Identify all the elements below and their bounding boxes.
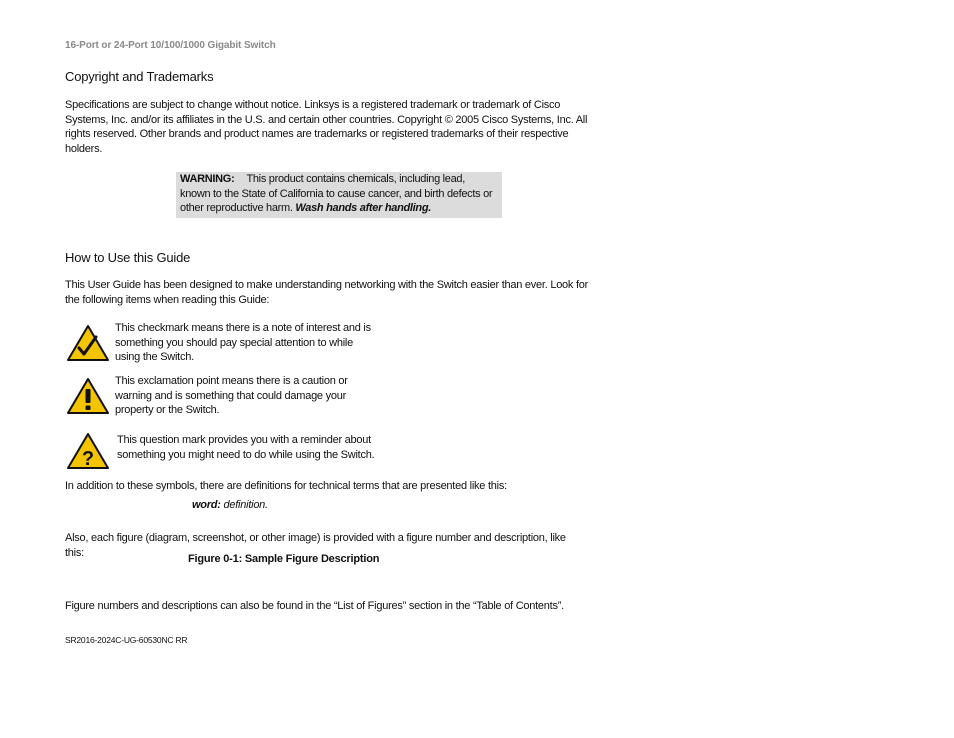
exclamation-icon xyxy=(66,377,110,415)
warning-label: WARNING: xyxy=(180,173,235,185)
question-item xyxy=(66,432,110,475)
checkmark-icon xyxy=(66,324,110,362)
term-example xyxy=(192,498,268,513)
svg-text:?: ? xyxy=(81,448,95,470)
copyright-heading: Copyright and Trademarks xyxy=(65,69,214,84)
copyright-paragraph: Specifications are subject to change without notice. Linksys is a registered trademark or trademark of Cisco Systems, Inc. and/or its affiliates in the U.S. and certain other countries. Copyright © 2005 Cisco Systems, Inc. All rights reserved. Other brands and product names are trademarks or registered trademarks of their respective holders. xyxy=(65,99,588,155)
warning-text: This product contains chemicals, including lead, known to the State of California to cause cancer, and birth defects or other reproductive harm. xyxy=(180,173,493,214)
term-definition: definition. xyxy=(223,499,268,511)
figure-intro: Also, each figure (diagram, screenshot, or other image) is provided with a figure number and description, like this: xyxy=(65,532,566,559)
question-icon xyxy=(66,432,110,470)
exclamation-item-text: This exclamation point means there is a caution or warning and is something that could damage your property or the Switch. xyxy=(115,375,348,416)
checkmark-item xyxy=(66,324,110,367)
question-item-text: This question mark provides you with a reminder about something you might need to do while using the Switch. xyxy=(117,434,375,461)
exclamation-item xyxy=(66,377,110,420)
footer-code: SR2016-2024C-UG-60530NC RR xyxy=(65,635,188,645)
term-word: word: xyxy=(192,499,221,511)
figure-caption: Figure 0-1: Sample Figure Description xyxy=(188,553,380,565)
definitions-intro: In addition to these symbols, there are definitions for technical terms that are presented like this: xyxy=(65,480,507,492)
guide-heading: How to Use this Guide xyxy=(65,250,191,265)
warning-emphasis: Wash hands after handling. xyxy=(295,202,432,214)
checkmark-item-text: This checkmark means there is a note of interest and is something you should pay special attention to while using the Switch. xyxy=(115,322,371,363)
figure-note: Figure numbers and descriptions can also be found in the “List of Figures” section in the “Table of Contents”. xyxy=(65,600,564,612)
guide-intro: This User Guide has been designed to make understanding networking with the Switch easier than ever. Look for the following items when reading this Guide: xyxy=(65,279,589,306)
warning-box xyxy=(176,172,502,218)
page-header: 16-Port or 24-Port 10/100/1000 Gigabit Switch xyxy=(65,40,276,51)
